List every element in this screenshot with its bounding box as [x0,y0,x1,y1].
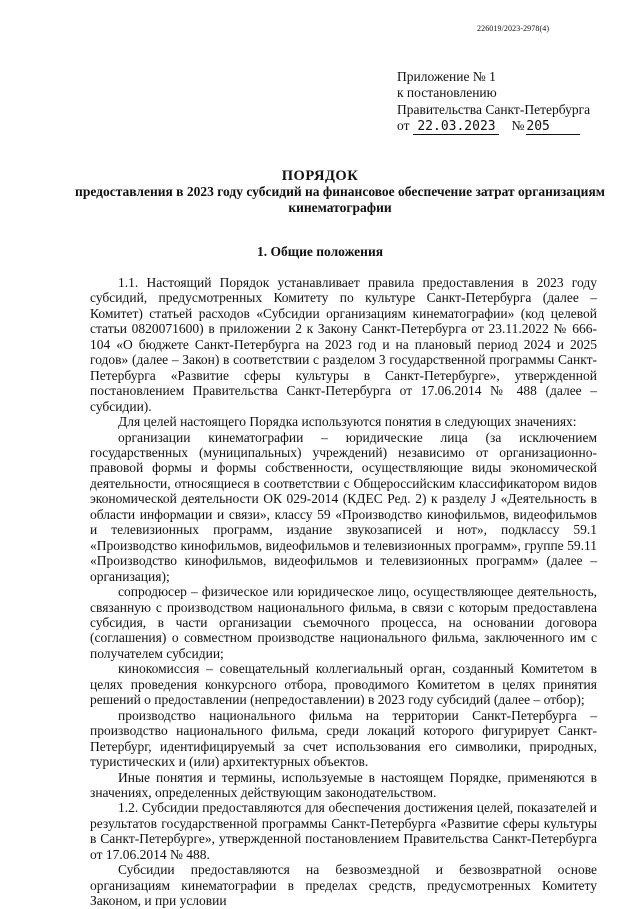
paragraph: кинокомиссия – совещательный коллегиальный орган, созданный Комитетом в целях проведения конкурсного отбора, проводимого Комитетом в целях принятия решений о предоставлении (непредоставлении) в 2023 году субсидий (далее – отбор); [90,661,597,708]
paragraph: Иные понятия и термины, используемые в настоящем Порядке, применяются в значениях, определенных действующим законодательством. [90,769,597,800]
paragraph: 1.2. Субсидии предоставляются для обеспечения достижения целей, показателей и результатов государственной программы Санкт-Петербурга «Развитие сферы культуры в Санкт-Петербурге», утвержденной постановлением Правительства Санкт-Петербурга от 17.06.2014 № 488. [90,800,597,862]
section-title: 1. Общие положения [256,244,384,259]
document-subtitle: предоставления в 2023 году субсидий на финансовое обеспечение затрат организациям кинематографии [75,184,605,215]
paragraph: организации кинематографии – юридические лица (за исключением государственных (муниципальных) учреждений) независимо от организационно-правовой формы и формы собственности, осуществляющие виды экономической деятельности, относящиеся в соответствии с Общероссийским классификатором видов экономической деятельности ОК 029-2014 (КДЕС Ред. 2) к разделу J «Деятельность в области информации и связи», классу 59 «Производство кинофильмов, видеофильмов и телевизионных программ, издание звукозаписей и нот», подклассу 59.1 «Производство кинофильмов, видеофильмов и телевизионных программ», группе 59.11 «Производство кинофильмов, видеофильмов и телевизионных программ» (далее – организация); [90,429,597,584]
document-number: 226019/2023-2978(4) [477,24,550,33]
document-title: ПОРЯДОК [281,168,359,184]
paragraph: Для целей настоящего Порядка используются понятия в следующих значениях: [118,414,577,430]
appendix-line: к постановлению [397,85,497,101]
paragraph: Субсидии предоставляются на безвозмездной и безвозвратной основе организациям кинематографии в пределах средств, предусмотренных Комитету Законом, и при условии [90,862,597,909]
paragraph: производство национального фильма на территории Санкт-Петербурга – производство национального фильма, среди локаций которого фигурирует Санкт-Петербург, идентифицируемый за счет использования его символики, природных, туристических и (или) архитектурных объектов. [90,707,597,770]
date-prefix: от [397,118,410,134]
appendix-line: Правительства Санкт-Петербурга [397,101,591,117]
paragraph: 1.1. Настоящий Порядок устанавливает правила предоставления в 2023 году субсидий, предусмотренных Комитету по культуре Санкт-Петербурга (далее – Комитет) статьей расходов «Субсидии организациям кинематографии» (код целевой статьи 0820071600) в приложении 2 к Закону Санкт-Петербурга от 23.11.2022 № 666-104 «О бюджете Санкт-Петербурга на 2023 год и на плановый период 2024 и 2025 годов» (далее – Закон) в соответствии с разделом 3 государственной программы Санкт-Петербурга «Развитие сферы культуры в Санкт-Петербурге», утвержденной постановлением Правительства Санкт-Петербурга от 17.06.2014 № 488 (далее – субсидии). [90,275,597,414]
document-body [90,275,597,909]
decree-number: 205 [526,120,580,135]
appendix-block [397,69,590,135]
decree-date: 22.03.2023 [413,120,499,135]
appendix-date-row [397,118,590,134]
number-sign: № [511,118,525,134]
paragraph: сопродюсер – физическое или юридическое лицо, осуществляющее деятельность, связанную с производством национального фильма, в связи с которым предоставлена субсидия, в части организации съемочного процесса, на основании договора (соглашения) о совместном производстве национального фильма, заключенного им с получателем субсидии; [90,584,597,661]
appendix-line: Приложение № 1 [397,69,496,84]
